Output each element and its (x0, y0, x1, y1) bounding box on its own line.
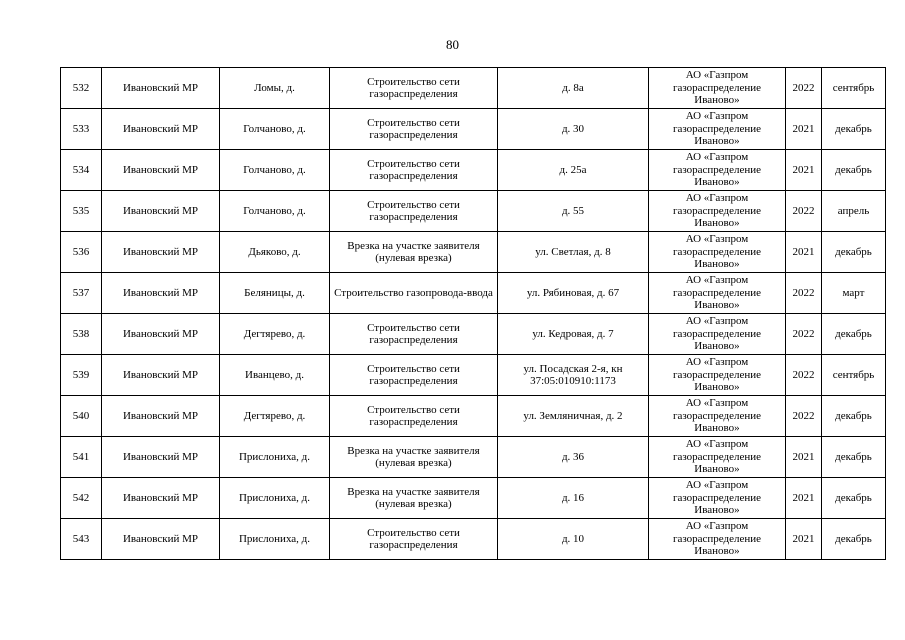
organization-cell: АО «Газпром газораспределение Иваново» (649, 478, 786, 519)
organization-cell: АО «Газпром газораспределение Иваново» (649, 109, 786, 150)
settlement-cell: Прислониха, д. (220, 437, 330, 478)
table-row (61, 437, 886, 478)
settlement-cell: Дегтярево, д. (220, 396, 330, 437)
address-cell: д. 55 (498, 191, 649, 232)
district-cell: Ивановский МР (102, 314, 220, 355)
organization-cell: АО «Газпром газораспределение Иваново» (649, 355, 786, 396)
table-row (61, 396, 886, 437)
address-cell: д. 8а (498, 68, 649, 109)
settlement-cell: Ломы, д. (220, 68, 330, 109)
month-cell: март (822, 273, 886, 314)
work-type-cell: Строительство сети газораспределения (330, 191, 498, 232)
district-cell: Ивановский МР (102, 273, 220, 314)
organization-cell: АО «Газпром газораспределение Иваново» (649, 232, 786, 273)
year-cell: 2021 (786, 150, 822, 191)
organization-cell: АО «Газпром газораспределение Иваново» (649, 396, 786, 437)
work-type-cell: Строительство сети газораспределения (330, 396, 498, 437)
district-cell: Ивановский МР (102, 68, 220, 109)
settlement-cell: Иванцево, д. (220, 355, 330, 396)
district-cell: Ивановский МР (102, 150, 220, 191)
work-type-cell: Строительство сети газораспределения (330, 355, 498, 396)
district-cell: Ивановский МР (102, 478, 220, 519)
work-type-cell: Строительство сети газораспределения (330, 150, 498, 191)
address-cell: д. 16 (498, 478, 649, 519)
address-cell: ул. Земляничная, д. 2 (498, 396, 649, 437)
month-cell: декабрь (822, 519, 886, 560)
settlement-cell: Прислониха, д. (220, 519, 330, 560)
row-number-cell: 537 (61, 273, 102, 314)
year-cell: 2022 (786, 396, 822, 437)
table-row (61, 519, 886, 560)
table-row (61, 232, 886, 273)
year-cell: 2021 (786, 232, 822, 273)
address-cell: д. 36 (498, 437, 649, 478)
table-row (61, 478, 886, 519)
month-cell: декабрь (822, 396, 886, 437)
row-number-cell: 535 (61, 191, 102, 232)
work-type-cell: Врезка на участке заявителя (нулевая врезка) (330, 437, 498, 478)
table-row (61, 314, 886, 355)
table-row (61, 191, 886, 232)
row-number-cell: 543 (61, 519, 102, 560)
table-row (61, 68, 886, 109)
year-cell: 2022 (786, 273, 822, 314)
organization-cell: АО «Газпром газораспределение Иваново» (649, 68, 786, 109)
address-cell: ул. Рябиновая, д. 67 (498, 273, 649, 314)
district-cell: Ивановский МР (102, 109, 220, 150)
organization-cell: АО «Газпром газораспределение Иваново» (649, 150, 786, 191)
year-cell: 2021 (786, 109, 822, 150)
year-cell: 2021 (786, 519, 822, 560)
address-cell: д. 30 (498, 109, 649, 150)
table-row (61, 150, 886, 191)
year-cell: 2021 (786, 478, 822, 519)
organization-cell: АО «Газпром газораспределение Иваново» (649, 273, 786, 314)
work-type-cell: Врезка на участке заявителя (нулевая врезка) (330, 232, 498, 273)
year-cell: 2022 (786, 191, 822, 232)
month-cell: декабрь (822, 232, 886, 273)
address-cell: ул. Светлая, д. 8 (498, 232, 649, 273)
organization-cell: АО «Газпром газораспределение Иваново» (649, 437, 786, 478)
district-cell: Ивановский МР (102, 232, 220, 273)
year-cell: 2021 (786, 437, 822, 478)
month-cell: сентябрь (822, 68, 886, 109)
table-body (61, 68, 886, 560)
page-number: 80 (446, 37, 459, 52)
year-cell: 2022 (786, 314, 822, 355)
organization-cell: АО «Газпром газораспределение Иваново» (649, 519, 786, 560)
row-number-cell: 538 (61, 314, 102, 355)
table-row (61, 273, 886, 314)
district-cell: Ивановский МР (102, 191, 220, 232)
month-cell: декабрь (822, 109, 886, 150)
settlement-cell: Беляницы, д. (220, 273, 330, 314)
district-cell: Ивановский МР (102, 519, 220, 560)
year-cell: 2022 (786, 68, 822, 109)
row-number-cell: 533 (61, 109, 102, 150)
row-number-cell: 534 (61, 150, 102, 191)
row-number-cell: 542 (61, 478, 102, 519)
address-cell: ул. Посадская 2-я, кн 37:05:010910:1173 (498, 355, 649, 396)
month-cell: декабрь (822, 150, 886, 191)
year-cell: 2022 (786, 355, 822, 396)
settlement-cell: Дьяково, д. (220, 232, 330, 273)
table-row (61, 109, 886, 150)
work-type-cell: Строительство газопровода-ввода (330, 273, 498, 314)
gasification-table (60, 67, 886, 560)
row-number-cell: 536 (61, 232, 102, 273)
settlement-cell: Голчаново, д. (220, 191, 330, 232)
row-number-cell: 532 (61, 68, 102, 109)
district-cell: Ивановский МР (102, 396, 220, 437)
month-cell: сентябрь (822, 355, 886, 396)
work-type-cell: Строительство сети газораспределения (330, 314, 498, 355)
settlement-cell: Прислониха, д. (220, 478, 330, 519)
month-cell: декабрь (822, 437, 886, 478)
settlement-cell: Дегтярево, д. (220, 314, 330, 355)
row-number-cell: 539 (61, 355, 102, 396)
row-number-cell: 541 (61, 437, 102, 478)
month-cell: декабрь (822, 314, 886, 355)
month-cell: апрель (822, 191, 886, 232)
month-cell: декабрь (822, 478, 886, 519)
work-type-cell: Строительство сети газораспределения (330, 109, 498, 150)
settlement-cell: Голчаново, д. (220, 109, 330, 150)
address-cell: ул. Кедровая, д. 7 (498, 314, 649, 355)
row-number-cell: 540 (61, 396, 102, 437)
settlement-cell: Голчаново, д. (220, 150, 330, 191)
work-type-cell: Врезка на участке заявителя (нулевая врезка) (330, 478, 498, 519)
table-row (61, 355, 886, 396)
organization-cell: АО «Газпром газораспределение Иваново» (649, 191, 786, 232)
district-cell: Ивановский МР (102, 437, 220, 478)
district-cell: Ивановский МР (102, 355, 220, 396)
work-type-cell: Строительство сети газораспределения (330, 68, 498, 109)
address-cell: д. 10 (498, 519, 649, 560)
organization-cell: АО «Газпром газораспределение Иваново» (649, 314, 786, 355)
address-cell: д. 25а (498, 150, 649, 191)
work-type-cell: Строительство сети газораспределения (330, 519, 498, 560)
